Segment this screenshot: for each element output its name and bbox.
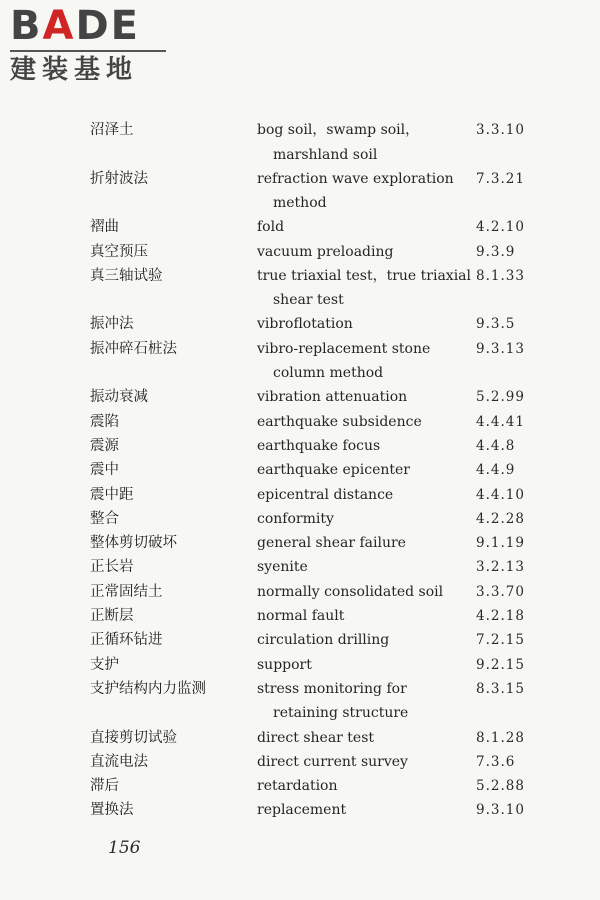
term-english-line: vibroflotation <box>257 316 353 333</box>
term-chinese: 震源 <box>90 437 119 454</box>
term-english <box>257 628 472 653</box>
term-english-line: conformity <box>257 510 334 527</box>
term-chinese: 正断层 <box>90 608 134 624</box>
term-english-line: general shear failure <box>257 535 406 552</box>
logo-wordmark: BADE <box>10 3 140 49</box>
term-english <box>257 167 472 216</box>
term-chinese: 直流电法 <box>90 753 148 770</box>
term-english-line: retardation <box>257 778 338 795</box>
term-english <box>257 337 472 386</box>
term-english-line: vacuum preloading <box>257 243 394 260</box>
term-section-ref: 3.3.70 <box>476 583 525 600</box>
term-chinese: 正循环钻进 <box>90 632 163 649</box>
term-section-ref: 7.3.6 <box>476 753 516 770</box>
term-english-line: circulation drilling <box>257 632 390 649</box>
term-english <box>257 434 472 459</box>
term-english-line: syenite <box>257 559 308 576</box>
term-chinese: 震中距 <box>90 486 134 503</box>
term-english <box>257 385 472 410</box>
term-english <box>257 215 472 240</box>
term-section-ref: 4.2.18 <box>476 608 525 624</box>
term-english-line: fold <box>257 219 285 236</box>
term-english <box>257 264 472 313</box>
term-english-line: direct shear test <box>257 729 375 746</box>
term-chinese: 真三轴试验 <box>90 267 163 284</box>
term-section-ref: 3.2.13 <box>476 559 525 576</box>
term-english-line: true triaxial test，true triaxial <box>257 267 471 284</box>
term-english <box>257 410 472 435</box>
term-english <box>257 726 472 751</box>
term-section-ref: 4.2.28 <box>476 510 525 527</box>
term-section-ref: 4.4.8 <box>476 437 516 454</box>
term-section-ref: 9.3.10 <box>476 802 525 819</box>
term-section-ref: 7.2.15 <box>476 632 525 649</box>
term-chinese: 振冲碎石桩法 <box>90 340 177 357</box>
term-english-line: normally consolidated soil <box>257 583 444 600</box>
term-section-ref: 8.1.33 <box>476 267 525 284</box>
term-english <box>257 580 472 605</box>
term-english <box>257 677 472 726</box>
term-english-line: marshland soil <box>273 146 378 163</box>
term-english <box>257 604 472 629</box>
term-english <box>257 240 472 265</box>
term-english <box>257 312 472 337</box>
term-section-ref: 9.3.9 <box>476 243 516 260</box>
page-number: 156 <box>108 838 141 858</box>
term-english-line: support <box>257 656 312 673</box>
term-english-line: column method <box>273 365 384 382</box>
term-chinese: 滞后 <box>90 778 119 795</box>
term-english-line: direct current survey <box>257 753 408 770</box>
term-chinese: 褶曲 <box>90 219 119 236</box>
term-chinese: 正长岩 <box>90 559 134 576</box>
term-english-line: shear test <box>273 292 344 309</box>
term-chinese: 支护 <box>90 656 119 673</box>
term-section-ref: 3.3.10 <box>476 122 525 138</box>
term-english-line: earthquake epicenter <box>257 462 410 479</box>
term-english-line: replacement <box>257 802 347 819</box>
term-english-line: vibration attenuation <box>257 389 408 406</box>
term-chinese: 置换法 <box>90 802 134 819</box>
term-section-ref: 4.4.9 <box>476 462 516 479</box>
term-english <box>257 774 472 799</box>
term-chinese: 真空预压 <box>90 243 148 260</box>
term-chinese: 整体剪切破坏 <box>90 535 177 552</box>
term-english <box>257 555 472 580</box>
term-english-line: epicentral distance <box>257 486 394 503</box>
term-section-ref: 4.4.41 <box>476 413 525 430</box>
term-english-line: refraction wave exploration <box>257 170 454 187</box>
term-section-ref: 9.3.13 <box>476 340 525 357</box>
term-section-ref: 5.2.88 <box>476 778 525 795</box>
term-chinese: 振动衰减 <box>90 389 148 406</box>
term-chinese: 支护结构内力监测 <box>90 680 206 697</box>
term-english <box>257 531 472 556</box>
term-english-line: method <box>273 195 327 212</box>
term-section-ref: 4.4.10 <box>476 486 525 503</box>
term-section-ref: 5.2.99 <box>476 389 525 406</box>
term-english-line: retaining structure <box>273 705 409 722</box>
term-chinese: 直接剪切试验 <box>90 729 177 746</box>
term-section-ref: 8.3.15 <box>476 680 525 697</box>
term-chinese: 沼泽土 <box>90 122 134 138</box>
term-english <box>257 483 472 508</box>
term-section-ref: 9.2.15 <box>476 656 525 673</box>
term-english-line: earthquake focus <box>257 437 381 454</box>
term-chinese: 整合 <box>90 510 119 527</box>
term-section-ref: 8.1.28 <box>476 729 525 746</box>
term-english <box>257 458 472 483</box>
term-section-ref: 9.3.5 <box>476 316 516 333</box>
term-section-ref: 7.3.21 <box>476 170 525 187</box>
term-english <box>257 750 472 775</box>
term-section-ref: 4.2.10 <box>476 219 525 236</box>
term-english <box>257 118 472 167</box>
term-chinese: 震中 <box>90 462 119 479</box>
term-section-ref: 9.1.19 <box>476 535 525 552</box>
term-chinese: 折射波法 <box>90 170 148 187</box>
term-english <box>257 798 472 823</box>
logo-subtitle: 建装基地 <box>10 55 139 85</box>
term-english-line: vibro-replacement stone <box>257 340 431 357</box>
term-english-line: normal fault <box>257 608 345 624</box>
term-english <box>257 507 472 532</box>
term-chinese: 正常固结土 <box>90 583 163 600</box>
term-english <box>257 653 472 678</box>
term-english-line: bog soil，swamp soil， <box>257 122 420 138</box>
term-chinese: 震陷 <box>90 413 119 430</box>
term-chinese: 振冲法 <box>90 316 134 333</box>
term-english-line: stress monitoring for <box>257 680 407 697</box>
term-english-line: earthquake subsidence <box>257 413 422 430</box>
